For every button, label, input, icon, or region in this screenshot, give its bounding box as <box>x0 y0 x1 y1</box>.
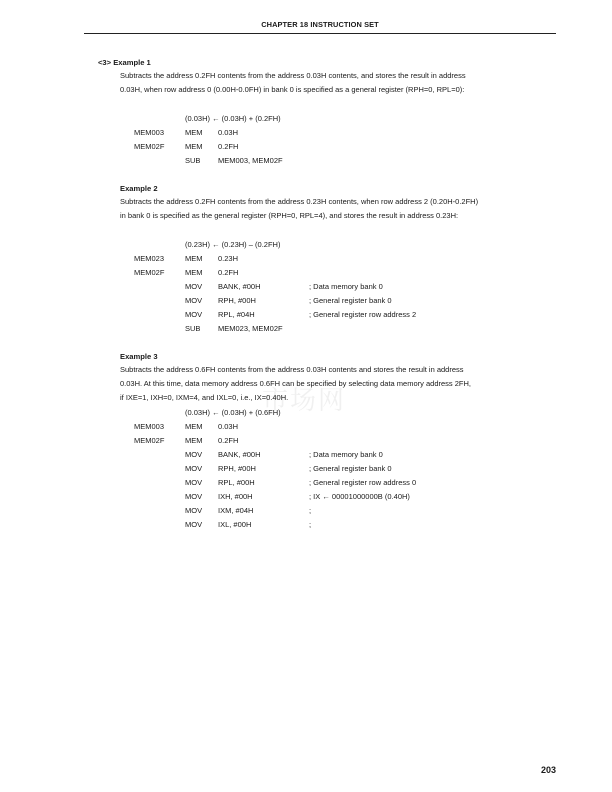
example-1-paragraph <box>120 69 556 97</box>
paragraph-line: Subtracts the address 0.6FH contents from the address 0.03H contents and stores the result in address <box>120 365 464 374</box>
code-arg: MEM023, MEM02F <box>218 324 283 333</box>
code-op: SUB <box>185 156 201 165</box>
code-comment: ; Data memory bank 0 <box>309 450 383 459</box>
code-comment: ; Data memory bank 0 <box>309 282 383 291</box>
code-arg: RPL, #04H <box>218 310 255 319</box>
code-arg: RPH, #00H <box>218 296 256 305</box>
code-comment: ; General register row address 0 <box>309 478 417 487</box>
code-label: MEM02F <box>134 142 165 151</box>
code-comment: ; General register row address 2 <box>309 310 417 319</box>
code-arg: 0.2FH <box>218 142 239 151</box>
code-op: MEM <box>185 436 203 445</box>
code-op: MOV <box>185 464 203 473</box>
code-op: MOV <box>185 282 203 291</box>
code-arg: 0.03H <box>218 128 239 137</box>
code-op: MOV <box>185 310 203 319</box>
code-label: MEM02F <box>134 436 165 445</box>
code-op: SUB <box>185 324 201 333</box>
example-3-expression: (0.03H) ← (0.03H) + (0.6FH) <box>185 408 281 417</box>
paragraph-line: in bank 0 is specified as the general register (RPH=0, RPL=4), and stores the result in address 0.23H: <box>120 211 459 220</box>
example-3-paragraph <box>120 363 556 405</box>
watermark: 市场网 <box>262 386 347 416</box>
code-arg: 0.2FH <box>218 436 239 445</box>
code-op: MEM <box>185 268 203 277</box>
code-arg: RPL, #00H <box>218 478 255 487</box>
code-arg: IXL, #00H <box>218 520 252 529</box>
code-op: MOV <box>185 450 203 459</box>
example-1-expression: (0.03H) ← (0.03H) + (0.2FH) <box>185 114 281 123</box>
example-2-paragraph <box>120 195 556 223</box>
section-label: <3> Example 1 <box>98 58 151 67</box>
code-arg: 0.23H <box>218 254 239 263</box>
code-op: MEM <box>185 142 203 151</box>
code-arg: IXH, #00H <box>218 492 253 501</box>
code-label: MEM003 <box>134 422 165 431</box>
code-op: MOV <box>185 506 203 515</box>
code-op: MOV <box>185 520 203 529</box>
paragraph-line: if IXE=1, IXH=0, IXM=4, and IXL=0, i.e., IX=0.40H. <box>120 393 289 402</box>
page-number: 203 <box>540 765 556 775</box>
code-comment: ; General register bank 0 <box>309 464 392 473</box>
code-op: MEM <box>185 128 203 137</box>
code-label: MEM02F <box>134 268 165 277</box>
code-op: MEM <box>185 422 203 431</box>
code-comment: ; <box>309 506 312 515</box>
paragraph-line: 0.03H. At this time, data memory address 0.6FH can be specified by selecting data memory address 2FH, <box>120 379 471 388</box>
chapter-header: CHAPTER 18 INSTRUCTION SET <box>261 20 379 29</box>
paragraph-line: 0.03H, when row address 0 (0.00H-0.0FH) in bank 0 is specified as a general register (RPH=0, RPL=0): <box>120 85 465 94</box>
code-label: MEM023 <box>134 254 165 263</box>
paragraph-line: Subtracts the address 0.2FH contents from the address 0.23H contents, when row address 2 (0.20H-0.2FH) <box>120 197 479 206</box>
code-op: MOV <box>185 492 203 501</box>
code-arg: BANK, #00H <box>218 450 261 459</box>
code-op: MOV <box>185 478 203 487</box>
code-arg: 0.2FH <box>218 268 239 277</box>
code-comment: ; General register bank 0 <box>309 296 392 305</box>
example-3-title: Example 3 <box>120 352 158 361</box>
example-2-expression: (0.23H) ← (0.23H) – (0.2FH) <box>185 240 281 249</box>
code-arg: RPH, #00H <box>218 464 256 473</box>
paragraph-line: Subtracts the address 0.2FH contents from the address 0.03H contents, and stores the result in address <box>120 71 466 80</box>
example-2-title: Example 2 <box>120 184 158 193</box>
code-arg: IXM, #04H <box>218 506 254 515</box>
code-label: MEM003 <box>134 128 165 137</box>
code-arg: BANK, #00H <box>218 282 261 291</box>
code-op: MEM <box>185 254 203 263</box>
code-arg: 0.03H <box>218 422 239 431</box>
code-comment: ; <box>309 520 312 529</box>
code-op: MOV <box>185 296 203 305</box>
header-rule <box>84 33 556 34</box>
code-arg: MEM003, MEM02F <box>218 156 283 165</box>
code-comment: ; IX ← 00001000000B (0.40H) <box>309 492 410 501</box>
